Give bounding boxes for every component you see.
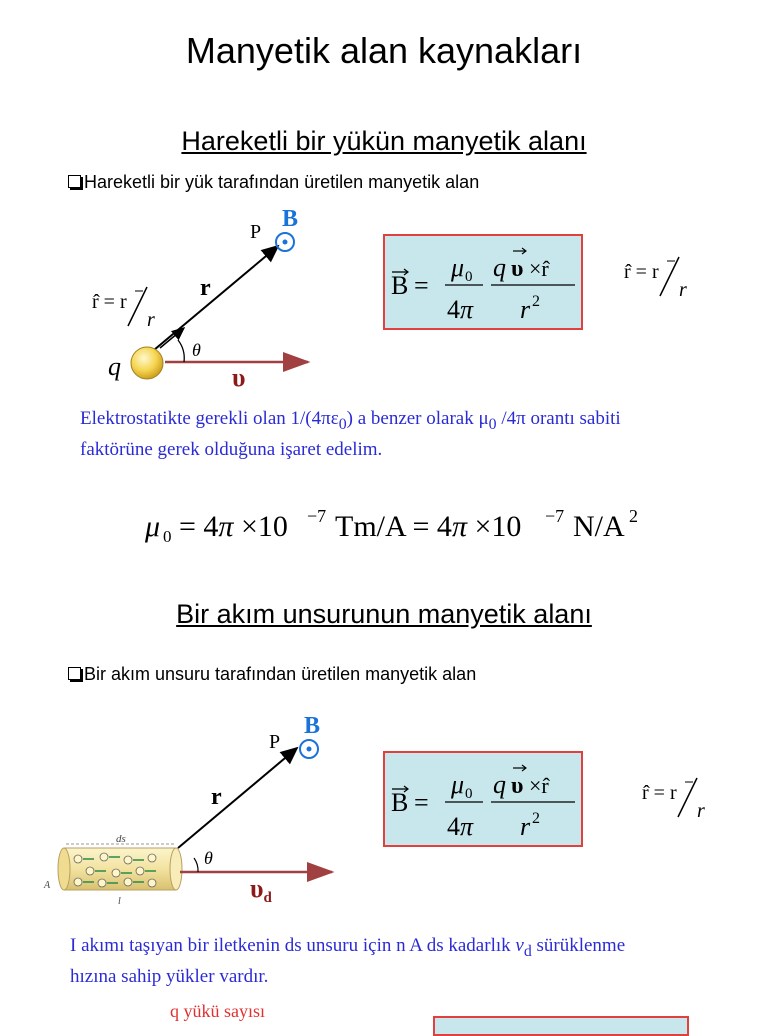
r-vector-arrow [178,748,297,848]
note-text: Elektrostatikte gerekli olan 1/(4πε [80,408,339,429]
r-vector-label: r [200,275,211,301]
field-label: B [304,713,321,739]
page-title: Manyetik alan kaynakları [185,30,583,71]
velocity-label: υ [232,363,246,392]
unit-vector-def-left [92,282,172,332]
length-label: l [118,896,121,907]
velocity-label: υd [250,874,272,906]
r-vector-arrow [154,246,278,350]
mu-zero-equation [145,498,655,548]
checkbox-bullet-icon [68,667,81,680]
svg-text:2: 2 [629,506,638,526]
field-dot [307,747,312,752]
note-text: I akımı taşıyan bir iletkenin ds unsuru için n A ds kadarlık [70,935,516,956]
svg-text:0: 0 [163,527,172,546]
constant-note [80,406,760,462]
angle-arc [194,858,198,872]
angle-label: θ [204,848,213,868]
unit-vector-def-section2 [642,771,722,821]
svg-text:μ: μ [451,253,465,282]
charge-label: q [108,352,121,381]
conductor-end [170,848,182,890]
note-text: ) a benzer olarak μ [346,408,489,429]
unit-vector-def-right [624,254,704,304]
r-vector-label: r [211,784,222,810]
conductor-end [58,848,70,890]
svg-text:0: 0 [465,269,473,285]
area-label: A [44,880,51,891]
svg-text:B: B [391,271,409,300]
svg-text:r̂ = r: r̂ = r [624,261,659,283]
drift-note [70,933,760,989]
note-text: sürüklenme [531,935,626,956]
svg-text:μ: μ [451,770,465,799]
svg-text:Tm/A = 4π ×10: Tm/A = 4π ×10 [335,510,522,543]
svg-text:= 4π ×10: = 4π ×10 [179,510,288,543]
note-sub: d [523,942,532,960]
bullet-moving-charge [68,172,479,193]
svg-text:q: q [493,770,506,799]
svg-text:r: r [520,295,531,324]
point-label: P [269,731,281,753]
note-vd: v [515,935,524,956]
biot-savart-point-charge-formula [383,234,583,330]
svg-text:2: 2 [532,810,540,827]
svg-text:r: r [520,812,531,841]
bullet-text: Bir akım unsuru tarafından üretilen manyetik alan [84,664,477,684]
svg-text:r: r [147,309,155,331]
svg-text:υ: υ [511,773,524,799]
svg-text:4π: 4π [447,295,474,324]
svg-text:r̂ = r: r̂ = r [642,782,677,804]
biot-savart-current-element-formula [383,751,583,847]
next-formula-box [433,1016,689,1036]
svg-text:−7: −7 [545,506,565,526]
svg-text:×r̂: ×r̂ [529,256,549,281]
svg-text:μ: μ [145,510,161,543]
svg-text:2: 2 [532,293,540,310]
svg-text:r: r [679,279,687,301]
field-label: B [282,206,299,232]
svg-text:υ: υ [511,256,524,282]
svg-text:=: = [414,271,429,300]
note-sub: 0 [338,415,347,433]
svg-text:4π: 4π [447,812,474,841]
note-sub: 0 [488,415,497,433]
svg-text:B: B [391,788,409,817]
section-heading-moving-charge: Hareketli bir yükün manyetik alanı [181,126,587,156]
svg-text:−7: −7 [307,506,327,526]
section-heading-current-element: Bir akım unsurunun manyetik alanı [176,599,592,629]
svg-text:=: = [414,788,429,817]
svg-text:r: r [697,800,705,821]
checkbox-bullet-icon [68,175,81,188]
charge-count-label: q yükü sayısı [170,1001,266,1021]
note-text-line2: hızına sahip yükler vardır. [70,965,269,987]
field-dot [283,240,288,245]
formula-svg [385,753,581,845]
bullet-current-element [68,664,476,685]
ds-label: ds [116,833,126,845]
current-element-diagram [40,708,340,908]
angle-arc [178,340,184,362]
point-label: P [250,221,262,243]
svg-text:N/A: N/A [573,510,625,543]
formula-svg [385,236,581,328]
note-text: /4π orantı sabiti [496,408,621,429]
charge-ball [131,347,163,379]
svg-text:r̂ = r: r̂ = r [92,291,127,313]
svg-text:q: q [493,253,506,282]
angle-label: θ [192,340,201,360]
svg-text:×r̂: ×r̂ [529,773,549,798]
svg-text:0: 0 [465,786,473,802]
bullet-text: Hareketli bir yük tarafından üretilen manyetik alan [84,172,480,192]
note-text-line2: faktörüne gerek olduğuna işaret edelim. [80,438,383,460]
